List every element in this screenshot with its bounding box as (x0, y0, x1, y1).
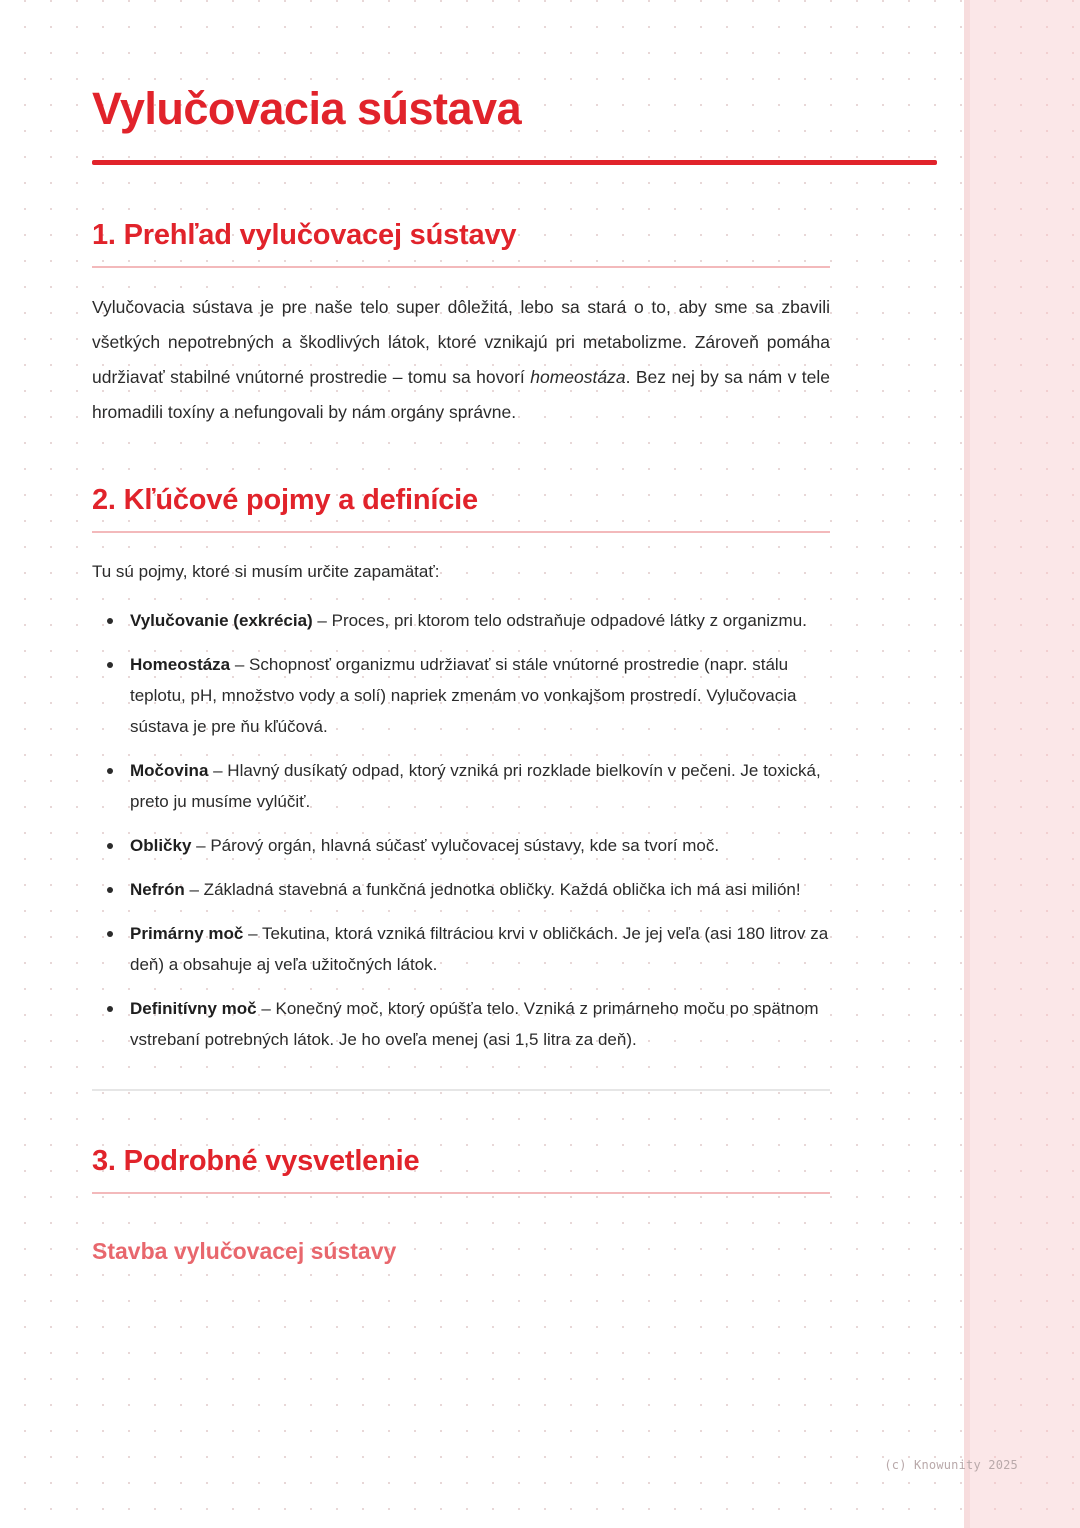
content-divider (92, 1089, 830, 1091)
section-heading-3: 3. Podrobné vysvetlenie (92, 1144, 420, 1177)
term-label: Definitívny moč (130, 998, 257, 1018)
term-label: Vylučovanie (exkrécia) (130, 610, 313, 630)
term-label: Primárny moč (130, 923, 244, 943)
paragraph-part-2: . Bez nej by sa nám v tele hromadili toxíny a nefungovali by nám orgány správne. (92, 366, 830, 422)
list-item (92, 874, 832, 905)
list-item (92, 605, 832, 636)
title-divider (92, 160, 937, 165)
terms-list (92, 605, 832, 1055)
section-1-paragraph (92, 290, 830, 430)
term-label: Obličky (130, 835, 192, 855)
watermark: (c) Knowunity 2025 (884, 1458, 1018, 1472)
paragraph-italic-term: homeostáza (530, 366, 626, 387)
paragraph-part-1: Vylučovacia sústava je pre naše telo super dôležitá, lebo sa stará o to, aby sme sa zbavili všetkých nepotrebných a škodlivých látok, ktoré vznikajú pri metabolizme. Zároveň pomáha udržiavať stabilné vnútorné prostredie – tomu sa hovorí (92, 296, 830, 387)
term-definition: – Hlavný dusíkatý odpad, ktorý vzniká pri rozklade bielkovín v pečeni. Je toxická, preto ju musíme vylúčiť. (130, 760, 821, 811)
list-item (92, 755, 832, 817)
term-definition: – Tekutina, ktorá vzniká filtráciou krvi v obličkách. Je jej veľa (asi 180 litrov za deň) a obsahuje aj veľa užitočných látok. (130, 923, 829, 974)
section-divider-1 (92, 266, 830, 268)
term-definition: – Schopnosť organizmu udržiavať si stále vnútorné prostredie (napr. stálu teplotu, pH, množstvo vody a solí) napriek zmenám vo vonkajšom prostredí. Vylučovacia sústava je pre ňu kľúčová. (130, 654, 797, 736)
section-heading-1: 1. Prehľad vylučovacej sústavy (92, 218, 517, 251)
term-label: Nefrón (130, 879, 185, 899)
list-item (92, 918, 832, 980)
section-divider-2 (92, 531, 830, 533)
list-item (92, 649, 832, 742)
section-2-lead: Tu sú pojmy, ktoré si musím určite zapamätať: (92, 561, 440, 581)
section-divider-3 (92, 1192, 830, 1194)
term-definition: – Proces, pri ktorom telo odstraňuje odpadové látky z organizmu. (312, 610, 807, 630)
section-heading-2: 2. Kľúčové pojmy a definície (92, 483, 478, 516)
term-definition: – Párový orgán, hlavná súčasť vylučovacej sústavy, kde sa tvorí moč. (191, 835, 720, 855)
list-item (92, 993, 832, 1055)
term-label: Močovina (130, 760, 209, 780)
right-decorative-band (970, 0, 1080, 1528)
list-item (92, 830, 832, 861)
subsection-heading: Stavba vylučovacej sústavy (92, 1237, 397, 1264)
page-title: Vylučovacia sústava (92, 83, 522, 134)
term-label: Homeostáza (130, 654, 231, 674)
term-definition: – Konečný moč, ktorý opúšťa telo. Vzniká z primárneho moču po spätnom vstrebaní potrebných látok. Je ho oveľa menej (asi 1,5 litra za deň). (130, 998, 819, 1049)
term-definition: – Základná stavebná a funkčná jednotka obličky. Každá oblička ich má asi milión! (184, 879, 801, 899)
document-content (92, 0, 832, 1265)
